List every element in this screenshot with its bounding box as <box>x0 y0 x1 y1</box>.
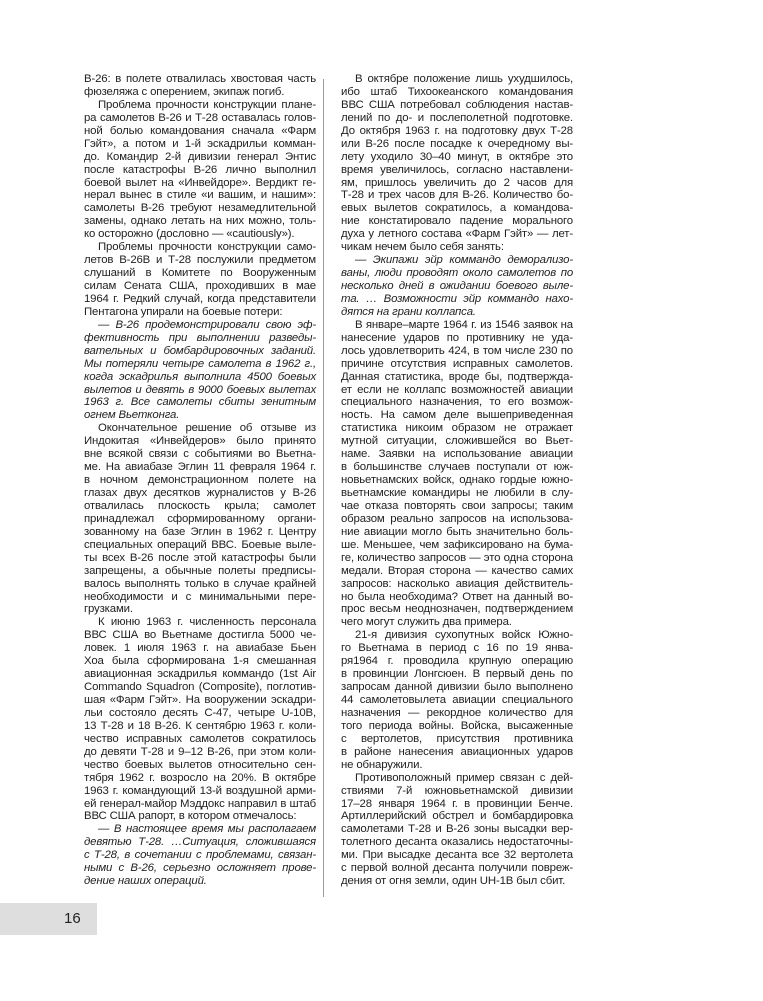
text-line: назначения — рекордное количество для <box>341 706 573 719</box>
text-line: специальных операций ВВС. Боевые выле- <box>84 538 316 551</box>
text-line: или В-26 после посадке к очередному вы- <box>341 137 573 150</box>
text-line: ше. Меньшее, чем зафиксировано на бума- <box>341 538 573 551</box>
text-line: ря1964 г. проводила крупную операцию <box>341 655 573 668</box>
text-line: принадлежал сформированному органи- <box>84 512 316 525</box>
text-line: огнем Вьетконга. <box>84 409 180 422</box>
paragraph <box>84 241 316 319</box>
text-line: мутной ситуации, сложившейся во Вьет- <box>341 435 573 448</box>
text-line: Т-28 и трех часов для В-26. Количество бо- <box>341 189 573 202</box>
text-line: ными с В-26, серьезно осложняет прове- <box>84 862 316 875</box>
text-line: медали. Вторая сторона — качество самих <box>341 564 573 577</box>
text-line: ВВС США потребовал соблюдения настав- <box>341 98 573 111</box>
text-line: лету уходило 30–40 минут, в октябре это <box>341 150 573 163</box>
text-line: время увеличилось, согласно наставлени- <box>341 163 573 176</box>
text-line: глазах двух десятков журналистов у В-26 <box>84 487 316 499</box>
text-line: прос весьм неоднозначен, подтверждением <box>341 603 573 616</box>
text-line: До октября 1963 г. на подготовку двух Т-28 <box>341 124 573 137</box>
text-line: самолетами Т-28 и В-26 зоны высадки вер- <box>341 823 573 836</box>
text-line: 44 самолетовылета авиации специального <box>341 694 573 706</box>
text-line: лений по до- и послеполетной подготовке. <box>341 111 573 124</box>
text-line: причине отсутствия исправных самолетов. <box>341 357 573 370</box>
text-line: ной болью командования сначала «Фарм <box>84 124 316 137</box>
text-line: ты всех В-26 после этой катастрофы были <box>84 551 316 564</box>
text-line: ей генерал-майор Мэддокс направил в штаб <box>84 797 316 810</box>
text-line: толетного десанта оказались недостаточны- <box>341 836 573 849</box>
text-line: К июню 1963 г. численность персонала <box>98 616 316 629</box>
page-number: 16 <box>64 910 81 927</box>
text-line: с первой волной десанта получили повреж- <box>341 862 573 875</box>
text-line: — Экипажи эйр коммандо деморализо- <box>355 254 573 267</box>
text-line: статистика никоим образом не отражает <box>341 422 573 435</box>
quote-paragraph <box>84 823 316 888</box>
text-line: вне всякой связи с событиями во Вьетна- <box>84 448 316 461</box>
text-line: нанесение ударов по противнику не уда- <box>341 331 573 344</box>
text-line: с вертолетов, присутствия противника <box>341 732 573 745</box>
text-line: Окончательное решение об отзыве из <box>98 422 316 435</box>
text-line: ваны, люди проводят около самолетов по <box>341 267 573 280</box>
text-line: ме. На авиабазе Эглин 11 февраля 1964 г. <box>84 461 316 474</box>
text-line: 1964 г. Редкий случай, когда представители <box>84 292 316 305</box>
paragraph <box>84 99 316 241</box>
text-line: фюзеляжа с оперением, экипаж погиб. <box>84 85 285 98</box>
text-line: необходимости и с минимальными пере- <box>84 590 316 603</box>
text-line: слушаний в Комитете по Вооруженным <box>84 267 316 280</box>
text-line: го Вьетнама в период с 16 по 19 янва- <box>341 642 573 655</box>
text-line: ибо штаб Тихоокеанского командования <box>341 85 573 98</box>
text-line: несколько дней в ожидании боевого выле- <box>341 280 573 292</box>
text-line: 13 Т-28 и 18 В-26. К сентябрю 1963 г. коли- <box>84 719 316 732</box>
text-line: ВВС США рапорт, в котором отмечалось: <box>84 810 297 823</box>
paragraph <box>341 319 573 630</box>
column-divider <box>323 79 324 897</box>
text-line: ям, пришлось увеличить до 2 часов для <box>341 176 573 189</box>
quote-paragraph <box>84 319 316 423</box>
text-line: Гэйт», а потом и 1-й эскадрильи комман- <box>84 137 316 150</box>
text-line: в большинстве случаев поступали от юж- <box>341 461 573 474</box>
paragraph <box>341 629 573 771</box>
text-line: в районе нанесения авиационных ударов <box>341 745 573 758</box>
text-line: Хоа была сформирована 1-я смешанная <box>84 655 316 668</box>
text-line: но была необходима? Ответ на данный во- <box>341 590 573 603</box>
text-line: летов В-26В и Т-28 послужили предметом <box>84 254 316 267</box>
text-line: В январе–марте 1964 г. из 1546 заявок на <box>355 318 573 331</box>
text-line: тября 1962 г. возросло на 20%. В октябре <box>84 771 316 784</box>
text-line: в провинции Лонгсюен. В первый день по <box>341 668 573 681</box>
text-column-right <box>341 73 573 888</box>
text-line: ми. При высадке десанта все 32 вертолета <box>341 849 573 862</box>
text-line: зованному на базе Эглин в 1962 г. Центру <box>84 525 316 538</box>
text-line: когда эскадрилья выполнила 4500 боевых <box>84 370 316 383</box>
text-line: евых вылетов сократилось, а командова- <box>341 202 573 215</box>
text-line: В-26: в полете отвалилась хвостовая часть <box>84 73 316 85</box>
text-line: фективность при выполнении разведы- <box>84 331 316 344</box>
text-line: ет если не коллапс возможностей авиации <box>341 383 573 396</box>
text-line: 21-я дивизия сухопутных войск Южно- <box>355 629 573 642</box>
text-line: шая «Фарм Гэйт». На вооружении эскадри- <box>84 694 316 706</box>
text-line: ние констатировало падение морального <box>341 215 573 228</box>
text-line: — В настоящее время мы располагаем <box>98 823 316 836</box>
text-line: Индокитая «Инвейдеров» было принято <box>84 435 316 448</box>
page-number-tab <box>0 903 97 935</box>
text-line: Противоположный пример связан с дей- <box>355 771 573 784</box>
text-column-left <box>84 73 316 888</box>
text-line: лось удовлетворить 424, в том числе 230 по <box>341 344 573 357</box>
text-line: дения от огня земли, один UH-1В был сбит. <box>341 875 566 888</box>
text-line: Commando Squadron (Composite), поглотив- <box>84 681 316 694</box>
text-line: Данная статистика, вроде бы, подтвержда- <box>341 370 573 383</box>
quote-paragraph <box>341 254 573 319</box>
text-line: вательных и бомбардировочных заданий. <box>84 344 316 357</box>
text-line: отвалилась плоскость крыла; самолет <box>84 499 316 512</box>
paragraph <box>84 616 316 823</box>
text-line: чикам нечем было себя занять: <box>341 241 504 254</box>
text-line: дение наших операций. <box>84 875 207 888</box>
paragraph <box>84 422 316 616</box>
text-line: дятся на грани коллапса. <box>341 305 476 318</box>
paragraph <box>341 73 573 254</box>
text-line: ВВС США во Вьетнаме достигла 5000 че- <box>84 629 316 642</box>
text-line: специального назначения, то его возмож- <box>341 396 573 409</box>
text-line: силам Сената США, проходивших в мае <box>84 280 316 292</box>
text-line: Пентагона упирали на боевые потери: <box>84 305 283 318</box>
text-line: после катастрофы В-26 лично выполнил <box>84 163 316 176</box>
text-line: 17–28 января 1964 г. в провинции Бенче. <box>341 797 573 810</box>
text-line: чество исправных самолетов сократилось <box>84 732 316 745</box>
text-line: авиационная эскадрилья коммандо (1st Air <box>84 668 316 681</box>
text-line: запрещены, а обычные полеты предписы- <box>84 564 316 577</box>
text-line: чае отказа повторять свои запросы; таким <box>341 499 573 512</box>
text-line: девятью Т-28. …Ситуация, сложившаяся <box>84 836 316 849</box>
text-line: та. … Возможности эйр коммандо нахо- <box>341 292 573 305</box>
text-line: образом реально запросов на использова- <box>341 512 573 525</box>
text-line: до. Командир 2-й дивизии генерал Энтис <box>84 150 316 163</box>
text-line: 1963 г. командующий 13-й воздушной арми- <box>84 784 316 797</box>
text-line: грузками. <box>84 603 133 616</box>
text-line: в ночном демонстрационном полете на <box>84 474 316 487</box>
text-line: — В-26 продемонстрировали свою эф- <box>98 318 316 331</box>
text-line: запросов: насколько авиация действитель- <box>341 577 573 590</box>
text-line: 1963 г. Все самолеты сбиты зенитным <box>84 396 316 409</box>
text-line: не обнаружили. <box>341 758 423 771</box>
text-line: В октябре положение лишь ухудшилось, <box>355 73 573 85</box>
text-line: ко осторожно (дословно — «cautiously»). <box>84 228 295 241</box>
paragraph <box>341 772 573 888</box>
text-line: ствиями 7-й южновьетнамской дивизии <box>341 784 573 797</box>
text-line: с Т-28, в сочетании с проблемами, связан- <box>84 849 316 862</box>
text-line: льи состояло десять С-47, четыре U-10B, <box>84 706 316 719</box>
text-line: до девяти Т-28 и 9–12 В-26, при этом коли- <box>84 745 316 758</box>
text-line: наме. Заявки на использование авиации <box>341 448 573 461</box>
text-line: новьетнамских войск, однако гордые южно- <box>341 474 573 487</box>
text-line: ге, количество запросов — это одна сторона <box>341 551 573 564</box>
text-line: вылетов и девять в 9000 боевых вылетах <box>84 383 316 396</box>
text-line: чего могут служить два примера. <box>341 616 512 629</box>
text-line: боевой вылет на «Инвейдоре». Вердикт ге- <box>84 176 316 189</box>
text-line: Мы потеряли четыре самолета в 1962 г., <box>84 357 316 370</box>
text-line: ловек. 1 июля 1963 г. на авиабазе Бьен <box>84 642 316 655</box>
text-line: ра самолетов В-26 и Т-28 оставалась голов- <box>84 111 316 124</box>
text-line: валось выполнять только в случае крайней <box>84 577 316 590</box>
text-line: Артиллерийский обстрел и бомбардировка <box>341 810 573 823</box>
paragraph <box>84 73 316 99</box>
text-line: Проблема прочности конструкции плане- <box>98 98 316 111</box>
text-line: нерал вынес в стиле «и вашим, и нашим»: <box>84 189 316 202</box>
text-line: чество боевых вылетов относительно сен- <box>84 758 316 771</box>
text-line: вьетнамские командиры не любили в слу- <box>341 487 573 499</box>
text-line: духа у летного состава «Фарм Гэйт» — лет- <box>341 228 573 241</box>
text-line: запросам данной дивизии было выполнено <box>341 681 573 694</box>
text-line: ние авиации могло быть значительно боль- <box>341 525 573 538</box>
text-line: того периода войны. Войска, высаженные <box>341 719 573 732</box>
text-line: Проблемы прочности конструкции само- <box>98 241 316 254</box>
text-line: самолеты В-26 требуют незамедлительной <box>84 202 316 215</box>
text-line: ность. На самом деле вышеприведенная <box>341 409 573 422</box>
text-line: замены, однако летать на них можно, толь- <box>84 215 316 228</box>
